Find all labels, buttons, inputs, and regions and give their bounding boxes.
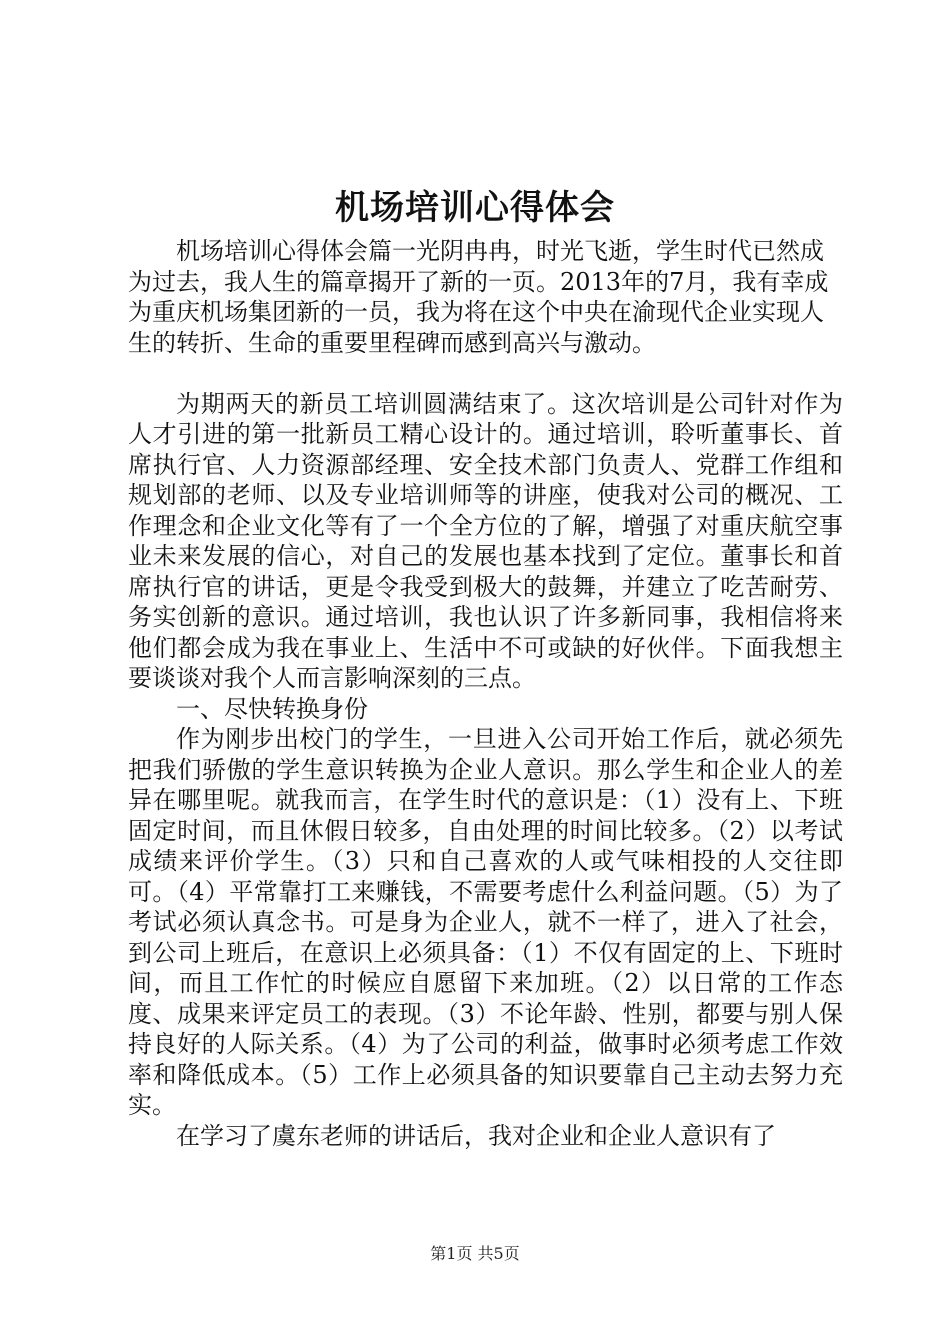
document-body <box>128 236 843 1151</box>
paragraph-spacer <box>128 358 843 389</box>
paragraph-training-summary: 为期两天的新员工培训圆满结束了。这次培训是公司针对作为人才引进的第一批新员工精心设计的。通过培训，聆听董事长、首席执行官、人力资源部经理、安全技术部门负责人、党群工作组和规划部的老师、以及专业培训师等的讲座，使我对公司的概况、工作理念和企业文化等有了一个全方位的了解，增强了对重庆航空事业未来发展的信心，对自己的发展也基本找到了定位。董事长和首席执行官的讲话，更是令我受到极大的鼓舞，并建立了吃苦耐劳、务实创新的意识。通过培训，我也认识了许多新同事，我相信将来他们都会成为我在事业上、生活中不可或缺的好伙伴。下面我想主要谈谈对我个人而言影响深刻的三点。 <box>128 389 843 692</box>
paragraph-identity-change: 作为刚步出校门的学生，一旦进入公司开始工作后，就必须先把我们骄傲的学生意识转换为企业人意识。那么学生和企业人的差异在哪里呢。就我而言，在学生时代的意识是：（1）没有上、下班固定时间，而且休假日较多，自由处理的时间比较多。（2）以考试成绩来评价学生。（3）只和自己喜欢的人或气味相投的人交往即可。（4）平常靠打工来赚钱，不需要考虑什么利益问题。（5）为了考试必须认真念书。可是身为企业人，就不一样了，进入了社会，到公司上班后，在意识上必须具备：（1）不仅有固定的上、下班时间，而且工作忙的时候应自愿留下来加班。（2）以日常的工作态度、成果来评定员工的表现。（3）不论年龄、性别，都要与别人保持良好的人际关系。（4）为了公司的利益，做事时必须考虑工作效率和降低成本。（5）工作上必须具备的知识要靠自己主动去努力充实。 <box>128 725 843 1119</box>
document-title: 机场培训心得体会 <box>335 188 615 228</box>
section-heading: 一、尽快转换身份 <box>176 694 368 723</box>
page-footer: 第1页 共5页 <box>430 1244 520 1263</box>
paragraph-intro: 机场培训心得体会篇一光阴冉冉，时光飞逝，学生时代已然成为过去，我人生的篇章揭开了新的一页。2013年的7月，我有幸成为重庆机场集团新的一员，我为将在这个中央在渝现代企业实现人生的转折、生命的重要里程碑而感到高兴与激动。 <box>128 237 829 357</box>
paragraph-continuation: 在学习了虞东老师的讲话后，我对企业和企业人意识有了 <box>176 1121 776 1150</box>
